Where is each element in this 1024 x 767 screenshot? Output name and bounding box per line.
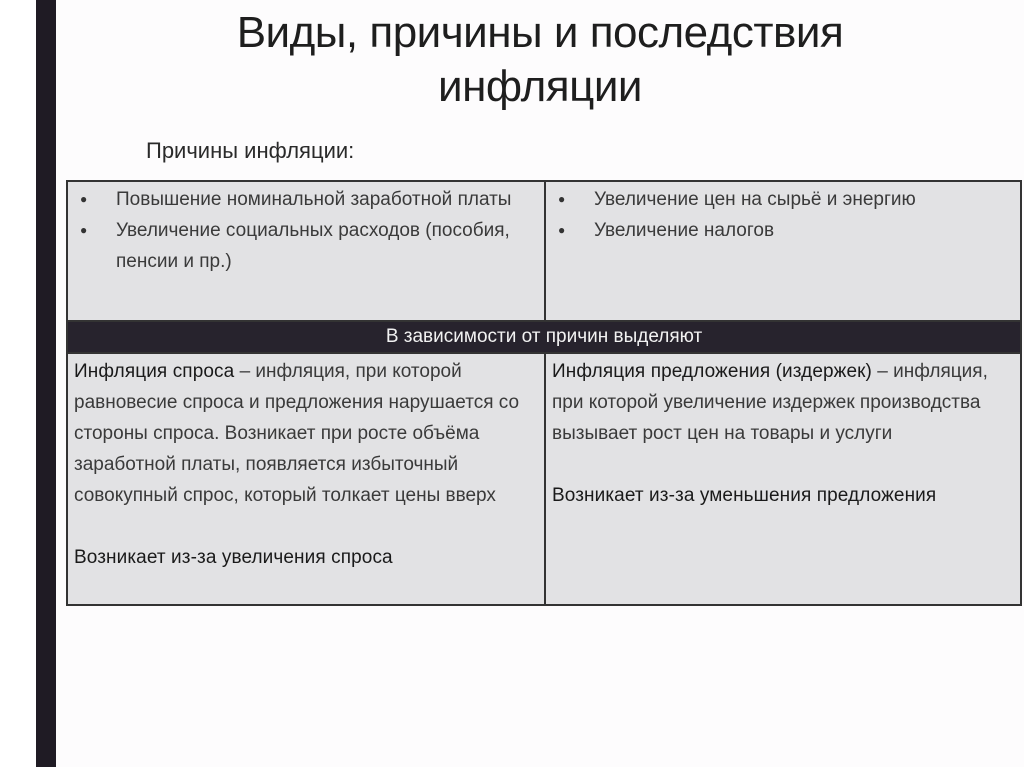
demand-inflation-text — [74, 356, 536, 511]
bullet-icon: ● — [80, 223, 88, 237]
inflation-table — [66, 180, 1022, 606]
causes-right-list — [556, 184, 1012, 246]
causes-row — [68, 182, 1020, 322]
bullet-icon: ● — [558, 192, 566, 206]
demand-inflation-definition: – инфляция, при которой равновесие спроса и предложения нарушается со стороны спроса. Возникает при росте объёма заработной платы, появляется избыточный совокупный спрос, который толкает цены вверх — [74, 361, 520, 506]
list-item — [78, 215, 536, 277]
list-item-text: Повышение номинальной заработной платы — [116, 189, 512, 210]
types-row — [68, 354, 1020, 604]
causes-left-list — [78, 184, 536, 277]
header-row — [68, 322, 1020, 354]
list-item-text: Увеличение цен на сырьё и энергию — [594, 189, 916, 210]
supply-inflation-cause: Возникает из-за уменьшения предложения — [552, 485, 937, 506]
slide-title-line-1: Виды, причины и последствия — [236, 8, 844, 57]
demand-inflation-cause: Возникает из-за увеличения спроса — [74, 547, 393, 568]
supply-inflation-text — [552, 356, 1012, 449]
spacer — [552, 449, 1012, 480]
list-item-text: Увеличение налогов — [594, 220, 775, 241]
list-item — [556, 215, 1012, 246]
spacer — [74, 511, 536, 542]
demand-inflation-term: Инфляция спроса — [74, 361, 235, 382]
supply-inflation-term: Инфляция предложения (издержек) — [552, 361, 872, 382]
table-header: В зависимости от причин выделяют — [385, 326, 703, 347]
slide — [56, 0, 1024, 767]
causes-left-cell — [68, 182, 544, 320]
list-item — [556, 184, 1012, 215]
list-item — [78, 184, 536, 215]
subtitle: Причины инфляции: — [146, 138, 355, 163]
supply-inflation-definition: – инфляция, при которой увеличение издержек производства вызывает рост цен на товары и услуги — [552, 361, 988, 444]
slide-title-line-2: инфляции — [438, 62, 642, 111]
list-item-text: Увеличение социальных расходов (пособия, пенсии и пр.) — [116, 220, 510, 272]
causes-right-cell — [544, 182, 1020, 320]
demand-inflation-cell — [68, 354, 544, 604]
bullet-icon: ● — [558, 223, 566, 237]
supply-inflation-cell — [544, 354, 1020, 604]
bullet-icon: ● — [80, 192, 88, 206]
slide-title — [56, 6, 1024, 114]
side-bar — [36, 0, 56, 767]
